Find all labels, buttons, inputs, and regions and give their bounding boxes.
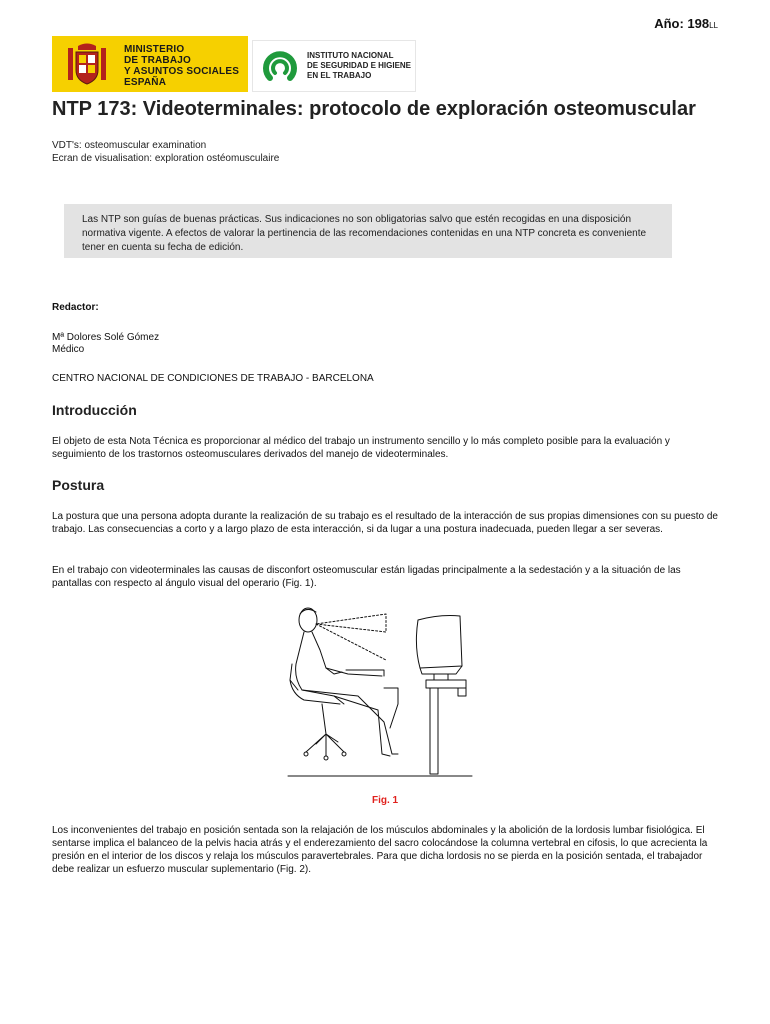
institute-line: EN EL TRABAJO — [307, 71, 372, 80]
section-heading-introduccion: Introducción — [52, 402, 137, 418]
author-name: Mª Dolores Solé Gómez — [52, 332, 160, 343]
posture-paragraph-2: En el trabajo con videoterminales las causas de disconfort osteomuscular están ligadas principalmente a la sedestación y a la situación de las pantallas con respecto al ángulo visual del operario (Fig. 1). — [52, 565, 681, 589]
posture-paragraph-1: La postura que una persona adopta durante la realización de su trabajo es el resultado de la interacción de sus propias dimensiones con su puesto de trabajo. Las consecuencias a corto y a largo plazo de esta interacción, si da lugar a una postura inadecuada, pueden llegar a ser severas. — [52, 511, 718, 535]
year-suffix: LL — [709, 21, 718, 30]
institute-name — [307, 51, 411, 81]
notice-box — [64, 204, 672, 258]
figure-caption: Fig. 1 — [372, 795, 399, 806]
ministry-line: Y ASUNTOS SOCIALES — [124, 66, 240, 77]
subtitle-french: Ecran de visualisation: exploration ostéomusculaire — [52, 153, 280, 164]
institute-line: DE SEGURIDAD E HIGIENE — [307, 61, 412, 70]
ministry-line: MINISTERIO — [124, 44, 185, 55]
year-text: Año: 198 — [654, 16, 710, 31]
workstation-figure — [286, 604, 474, 778]
year-label — [654, 16, 718, 31]
institute-line: INSTITUTO NACIONAL — [307, 51, 394, 60]
center-name: CENTRO NACIONAL DE CONDICIONES DE TRABAJO - BARCELONA — [52, 373, 374, 384]
posture-paragraph-3: Los inconvenientes del trabajo en posición sentada son la relajación de los músculos abdominales y la abolición de la lordosis lumbar fisiológica. El sentarse implica el balanceo de la pelvis hacia atrás y el enderezamiento del sacro colocándose la columna vertebral en cifosis, lo que acrecienta la presión en el interior de los discos y relaja los músculos paravertebrales. Para que dicha lordosis no se pierda en la posición sentada, el trabajador debe realizar un esfuerzo muscular suplementario (Fig. 2). — [52, 825, 708, 875]
ministry-logo — [52, 36, 248, 92]
subtitle-english: VDT's: osteomuscular examination — [52, 140, 207, 151]
section-heading-postura: Postura — [52, 477, 105, 493]
document-title: NTP 173: Videoterminales: protocolo de exploración osteomuscular — [52, 98, 696, 120]
ministry-line: DE TRABAJO — [124, 55, 192, 66]
intro-paragraph: El objeto de esta Nota Técnica es proporcionar al médico del trabajo un instrumento sencillo y lo más completo posible para la evaluación y seguimiento de los trastornos osteomusculares derivados del manejo de videoterminales. — [52, 436, 670, 460]
ministry-line: ESPAÑA — [124, 77, 167, 88]
notice-text: Las NTP son guías de buenas prácticas. Sus indicaciones no son obligatorias salvo que estén recogidas en una disposición normativa vigente. A efectos de valorar la pertinencia de las recomendaciones contenidas en una NTP concreta es conveniente tener en cuenta su fecha de edición. — [82, 214, 647, 253]
coat-of-arms-icon — [66, 42, 108, 86]
ministry-name — [124, 44, 239, 88]
author-role: Médico — [52, 344, 85, 355]
author-heading: Redactor: — [52, 302, 99, 313]
institute-mark-icon — [262, 48, 298, 84]
institute-logo — [252, 40, 416, 92]
